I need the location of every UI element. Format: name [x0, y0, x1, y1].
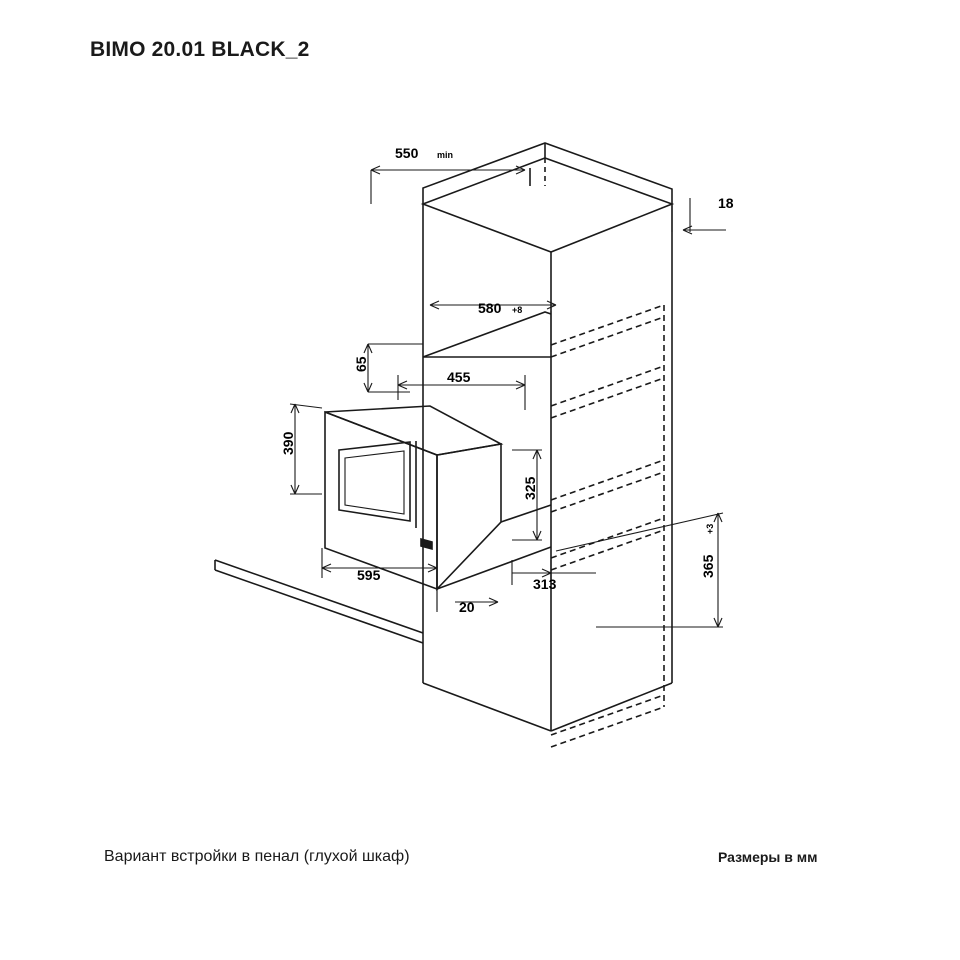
dim-label-365: 365 — [700, 554, 716, 578]
dim-suffix-580: +8 — [512, 305, 523, 315]
dim-niche-height — [556, 513, 723, 627]
dim-suffix-365: +3 — [705, 523, 715, 534]
dim-label-595: 595 — [357, 567, 381, 583]
installation-caption: Вариант встройки в пенал (глухой шкаф) — [104, 848, 410, 865]
appliance-top-face — [325, 406, 501, 455]
dimension-labels — [280, 145, 734, 615]
dim-label-313: 313 — [533, 576, 557, 592]
appliance-side-face — [437, 444, 501, 589]
cabinet-top-face — [423, 158, 672, 252]
dim-label-65: 65 — [353, 356, 369, 372]
page-title: BIMO 20.01 BLACK_2 — [90, 38, 310, 61]
dim-label-580: 580 — [478, 300, 502, 316]
dim-label-390: 390 — [280, 431, 296, 455]
dim-label-18: 18 — [718, 195, 734, 211]
dim-label-325: 325 — [522, 476, 538, 500]
dim-label-550: 550 — [395, 145, 419, 161]
dim-label-455: 455 — [447, 369, 471, 385]
dim-label-20: 20 — [459, 599, 475, 615]
dim-suffix-550: min — [437, 150, 454, 160]
dim-cabinet-depth — [371, 166, 525, 204]
units-note: Размеры в мм — [718, 849, 818, 865]
worktop-top-edge — [215, 560, 423, 633]
appliance-front-face — [325, 412, 437, 589]
